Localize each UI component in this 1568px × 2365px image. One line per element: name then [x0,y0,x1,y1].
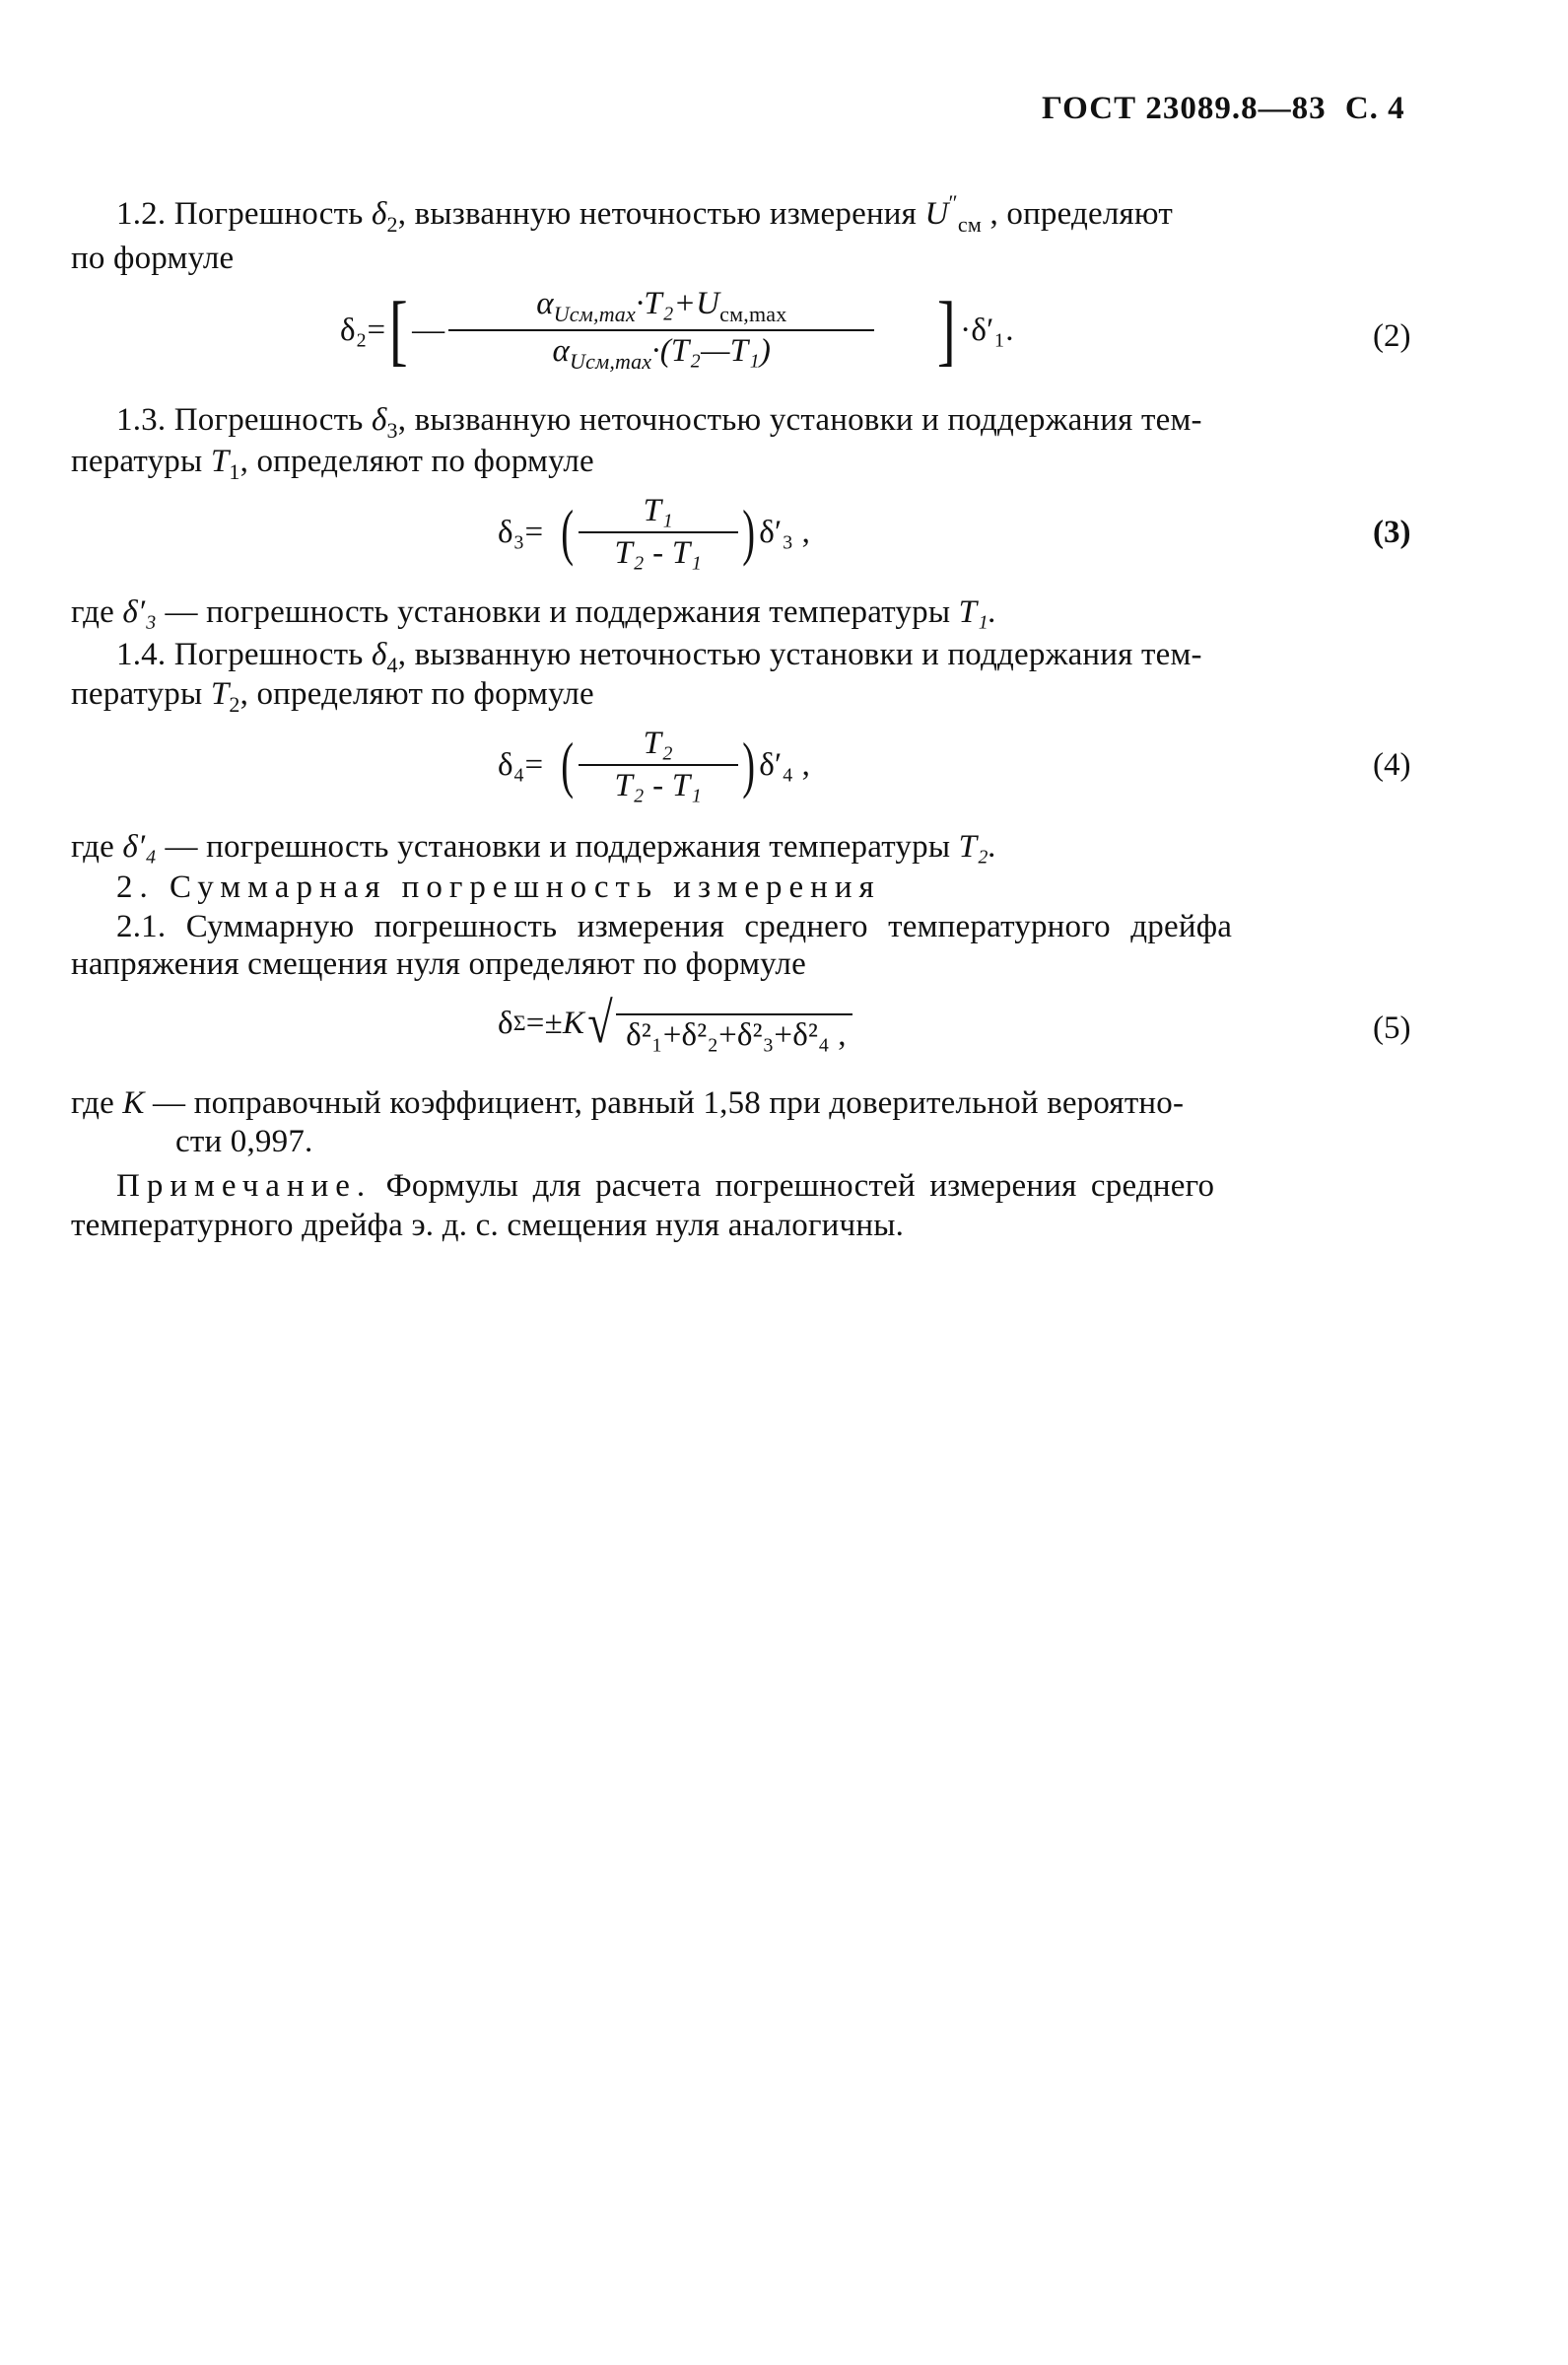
delta-symbol: δ [371,402,387,438]
paragraph-2-1-where-line2: сти 0,997. [175,1124,313,1159]
text: 1.2. Погрешность [116,196,372,232]
note-line1 [116,1170,1214,1203]
equation-number-5: (5) [1373,1010,1411,1046]
delta-symbol: δ′₃ [122,594,158,630]
note-label: Примечание. [116,1168,373,1204]
paragraph-1-3-line1 [116,404,1202,442]
text: , вызванную неточностью установки и поддержания тем- [397,637,1202,672]
text: 1.3. Погрешность [116,402,372,438]
alpha: α [536,286,554,321]
subscript: 2 [229,692,240,717]
subscript: Uсм,max [570,349,652,374]
formula-lhs: δ₂= [340,312,386,348]
page-number: С. 4 [1344,91,1405,126]
delta-symbol: δ′₄ [122,829,158,865]
text: пературы [71,444,211,479]
formula-rhs: δ′₄ , [759,746,811,783]
text: Формулы для расчета погрешностей измерения среднего [372,1168,1215,1204]
square-root [584,991,852,1055]
u-symbol: U [924,196,949,232]
formula-2 [340,281,1014,380]
subscript: 1 [229,459,240,484]
note-line2: температурного дрейфа э. д. с. смещения нуля аналогичны. [71,1208,905,1243]
section-2-title: 2. Суммарная погрешность измерения [116,869,881,905]
text: — погрешность установки и поддержания температуры [157,594,959,630]
text: ·T₂+U [635,286,720,321]
formula-lhs: δ₄= [498,746,544,783]
minus-sign: — [412,312,445,348]
paragraph-1-2-line2: по формуле [71,241,235,276]
denominator: T₂ - T₁ [614,768,703,803]
text: — поправочный коэффициент, равный 1,58 при доверительной вероятно- [144,1085,1185,1121]
subscript: Σ [512,1010,526,1035]
double-prime: ″ [948,190,958,215]
fraction [448,288,874,373]
numerator [448,288,874,331]
text: где [71,829,123,865]
right-paren: ) [742,730,755,800]
text: пературы [71,676,211,712]
subscript: Uсм,max [553,302,636,326]
text: 1.4. Погрешность [116,637,372,672]
paragraph-2-1-where-line1 [71,1087,1184,1120]
text: где [71,594,123,630]
paragraph-1-4-where [71,831,996,864]
standard-number: ГОСТ 23089.8—83 [1042,91,1327,126]
radicand: δ²₁+δ²₂+δ²₃+δ²₄ , [616,1013,852,1052]
right-bracket: ] [937,287,957,374]
t-symbol: T [210,444,230,479]
formula-3 [498,483,810,582]
subscript: 2 [386,212,398,237]
paragraph-1-3-where [71,596,996,629]
paragraph-2-1-line1: 2.1. Суммарную погрешность измерения среднего температурного дрейфа [116,909,1233,944]
alpha: α [552,333,571,369]
subscript: 4 [386,653,398,677]
equals-plus-minus: =± [525,1005,563,1041]
text: , вызванную неточностью измерения [397,196,925,232]
formula-4 [498,716,810,814]
paragraph-1-4-line1 [116,639,1202,676]
text: , определяют по формуле [239,444,594,479]
text: ·(T₂—T₁) [651,333,772,369]
paragraph-1-2-line1 [116,192,1173,236]
equation-number-3: (3) [1373,515,1411,550]
text: где [71,1085,123,1121]
equation-number-2: (2) [1373,318,1411,354]
text: , вызванную неточностью установки и поддержания тем- [397,402,1202,438]
paragraph-1-3-line2 [71,446,594,483]
numerator: T₂ [579,728,738,766]
formula-5 [498,989,852,1058]
paragraph-2-1-line2: напряжения смещения нуля определяют по формуле [71,946,806,982]
fraction [579,728,738,802]
subscript: см,max [719,302,787,326]
fraction [579,495,738,570]
denominator [547,331,778,373]
numerator: T₁ [579,495,738,533]
left-paren: ( [561,730,575,800]
t-symbol: T [210,676,230,712]
t-symbol: T₂. [958,829,997,865]
formula-lhs: δ₃= [498,514,544,550]
formula-rhs: δ′₃ , [759,514,811,550]
subscript: см [957,212,983,237]
denominator: T₂ - T₁ [614,535,703,571]
delta-symbol: δ [371,637,387,672]
left-bracket: [ [389,287,409,374]
left-paren: ( [561,497,575,567]
right-paren: ) [742,497,755,567]
equation-number-4: (4) [1373,747,1411,783]
page-header [1042,91,1405,127]
radical-icon: √ [587,991,613,1055]
text: , определяют по формуле [239,676,594,712]
delta-symbol: δ [498,1005,513,1041]
t-symbol: T₁. [958,594,997,630]
k-symbol: K [562,1005,585,1041]
text: , определяют [982,196,1173,232]
delta-symbol: δ [371,196,387,232]
paragraph-1-4-line2 [71,678,594,716]
k-symbol: K [122,1085,145,1121]
subscript: 3 [386,418,398,443]
formula-rhs: ·δ′₁. [960,312,1014,348]
text: — погрешность установки и поддержания температуры [157,829,959,865]
